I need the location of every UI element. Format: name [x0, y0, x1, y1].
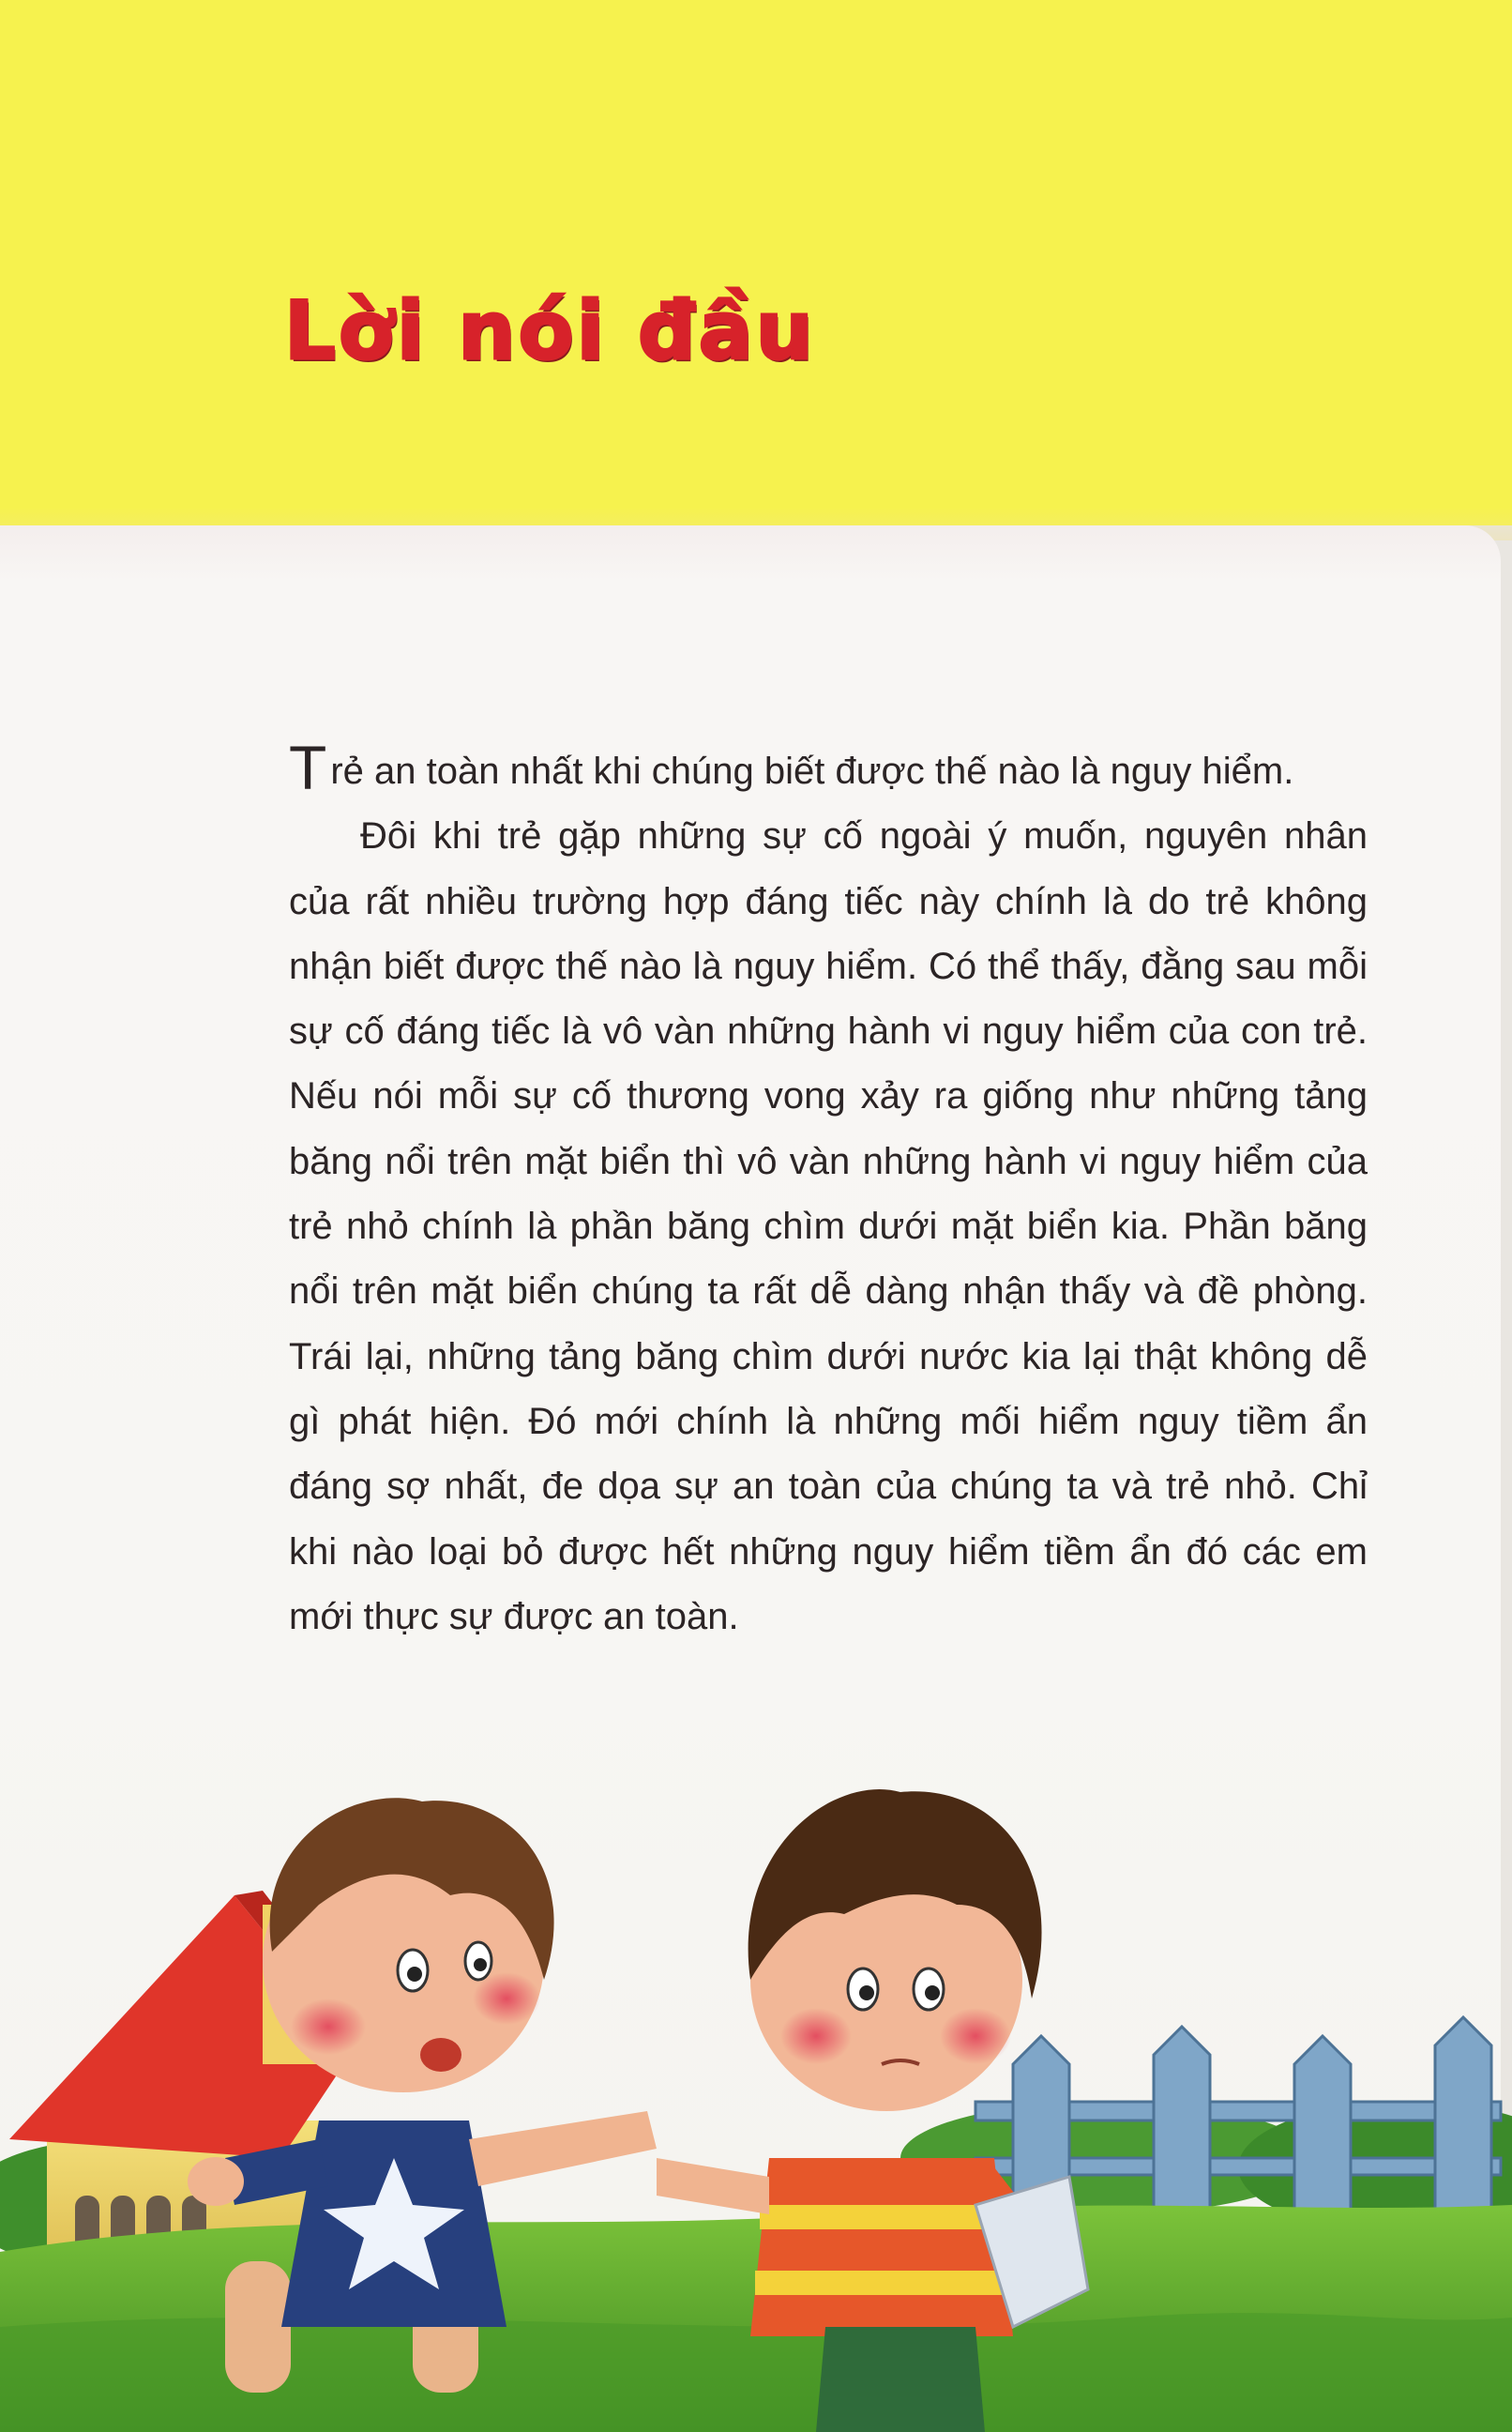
drop-cap: T — [289, 733, 327, 802]
main-paragraph: Đôi khi trẻ gặp những sự cố ngoài ý muốn, nguyên nhân của rất nhiều trường hợp đáng tiếc này chính là do trẻ không nhận biết được thế nào là nguy hiểm. Có thể thấy, đằng sau mỗi sự cố đáng tiếc là vô vàn những hành vi nguy hiểm của con trẻ. Nếu nói mỗi sự cố thương vong xảy ra giống như những tảng băng nổi trên mặt biển thì vô vàn những hành vi nguy hiểm của trẻ nhỏ chính là phần băng chìm dưới mặt biển kia. Phần băng nổi trên mặt biển chúng ta rất dễ dàng nhận thấy và đề phòng. Trái lại, những tảng băng chìm dưới nước kia lại thật không dễ gì phát hiện. Đó mới chính là những mối hiểm nguy tiềm ẩn đáng sợ nhất, đe dọa sự an toàn của chúng ta và trẻ nhỏ. Chỉ khi nào loại bỏ được hết những nguy hiểm tiềm ẩn đó các em mới thực sự được an toàn. — [289, 815, 1368, 1637]
page-title: Lời nói đầu — [284, 284, 816, 378]
children-playing-illustration — [0, 1764, 1512, 2432]
lead-paragraph — [289, 733, 1368, 804]
body-text — [289, 733, 1368, 1649]
header-band — [0, 0, 1512, 525]
lead-sentence: rẻ an toàn nhất khi chúng biết được thế nào là nguy hiểm. — [330, 751, 1294, 792]
